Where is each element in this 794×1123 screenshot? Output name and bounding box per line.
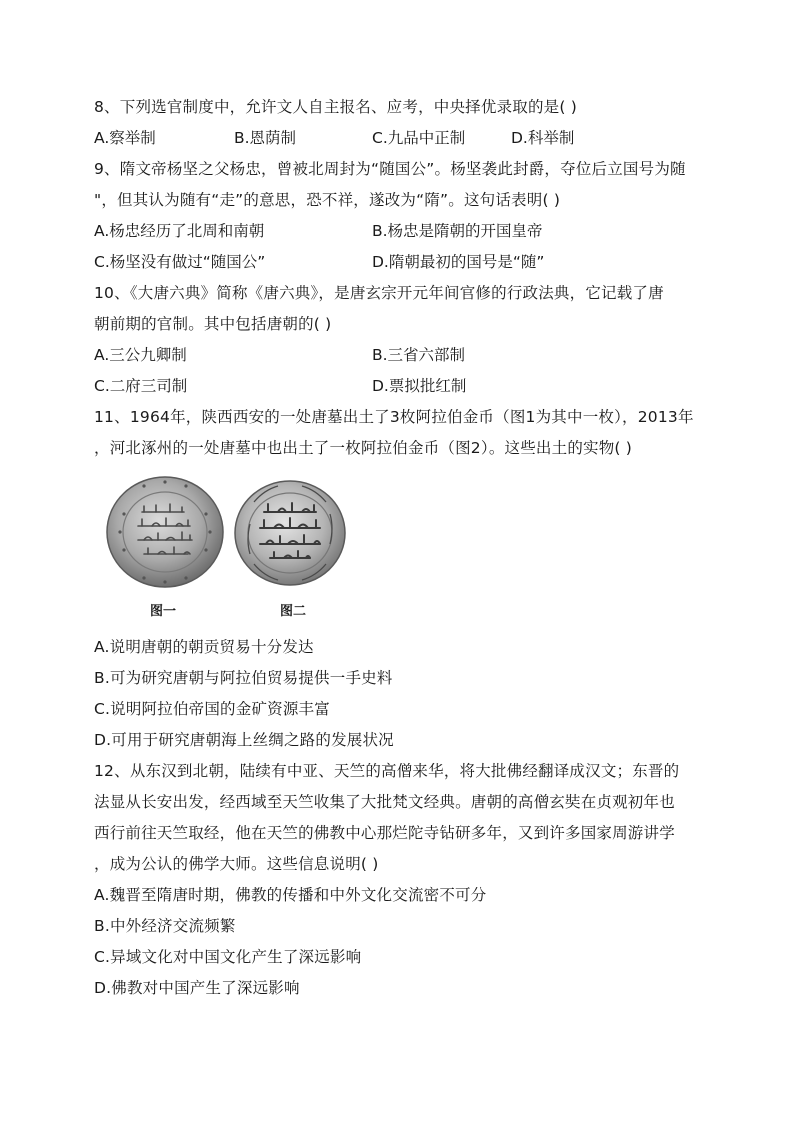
coin-figure — [96, 472, 356, 622]
question-11-stem-line1: 11、1964年，陕西西安的一处唐墓出土了3枚阿拉伯金币（图1为其中一枚），2013年 — [94, 408, 694, 426]
q10-option-b: B.三省六部制 — [372, 346, 466, 364]
question-12-stem-line3: 西行前往天竺取经，他在天竺的佛教中心那烂陀寺钻研多年，又到许多国家周游讲学 — [94, 824, 675, 842]
q11-option-c: C.说明阿拉伯帝国的金矿资源丰富 — [94, 700, 330, 718]
question-12-stem-line1: 12、从东汉到北朝，陆续有中亚、天竺的高僧来华，将大批佛经翻译成汉文；东晋的 — [94, 762, 680, 780]
q9-option-d: D.隋朝最初的国号是“随” — [372, 253, 545, 271]
figure-caption-1: 图一 — [150, 604, 177, 619]
question-11-stem-line2: ，河北涿州的一处唐墓中也出土了一枚阿拉伯金币（图2）。这些出土的实物( ) — [94, 439, 633, 457]
q9-option-a: A.杨忠经历了北周和南朝 — [94, 222, 265, 240]
q12-option-c: C.异域文化对中国文化产生了深远影响 — [94, 948, 362, 966]
figure-caption-2: 图二 — [280, 604, 307, 619]
question-10-stem-line1: 10、《大唐六典》简称《唐六典》，是唐玄宗开元年间官修的行政法典，它记载了唐 — [94, 284, 664, 302]
arab-gold-coin-1-image — [104, 474, 226, 590]
q12-option-d: D.佛教对中国产生了深远影响 — [94, 979, 300, 997]
arab-gold-coin-2-image — [232, 478, 348, 588]
question-12-stem-line2: 法显从长安出发，经西域至天竺收集了大批梵文经典。唐朝的高僧玄奘在贞观初年也 — [94, 793, 675, 811]
q10-option-d: D.票拟批红制 — [372, 377, 467, 395]
question-12-stem-line4: ，成为公认的佛学大师。这些信息说明( ) — [94, 855, 379, 873]
question-9-stem-line2: "，但其认为随有“走”的意思，恐不祥，遂改为“隋”。这句话表明( ) — [94, 191, 561, 209]
q8-option-d: D.科举制 — [511, 129, 575, 147]
q8-option-b: B.恩荫制 — [234, 129, 297, 147]
q10-option-a: A.三公九卿制 — [94, 346, 187, 364]
q11-option-a: A.说明唐朝的朝贡贸易十分发达 — [94, 638, 314, 656]
question-8-stem: 8、下列选官制度中，允许文人自主报名、应考，中央择优录取的是( ) — [94, 98, 577, 116]
q11-option-d: D.可用于研究唐朝海上丝绸之路的发展状况 — [94, 731, 394, 749]
q12-option-b: B.中外经济交流频繁 — [94, 917, 236, 935]
q12-option-a: A.魏晋至隋唐时期，佛教的传播和中外文化交流密不可分 — [94, 886, 487, 904]
q10-option-c: C.二府三司制 — [94, 377, 188, 395]
q9-option-b: B.杨忠是隋朝的开国皇帝 — [372, 222, 543, 240]
q11-option-b: B.可为研究唐朝与阿拉伯贸易提供一手史料 — [94, 669, 393, 687]
q8-option-c: C.九品中正制 — [372, 129, 466, 147]
q8-option-a: A.察举制 — [94, 129, 156, 147]
question-9-stem-line1: 9、隋文帝杨坚之父杨忠，曾被北周封为“随国公”。杨坚袭此封爵，夺位后立国号为随 — [94, 160, 686, 178]
q9-option-c: C.杨坚没有做过“随国公” — [94, 253, 266, 271]
question-10-stem-line2: 朝前期的官制。其中包括唐朝的( ) — [94, 315, 332, 333]
